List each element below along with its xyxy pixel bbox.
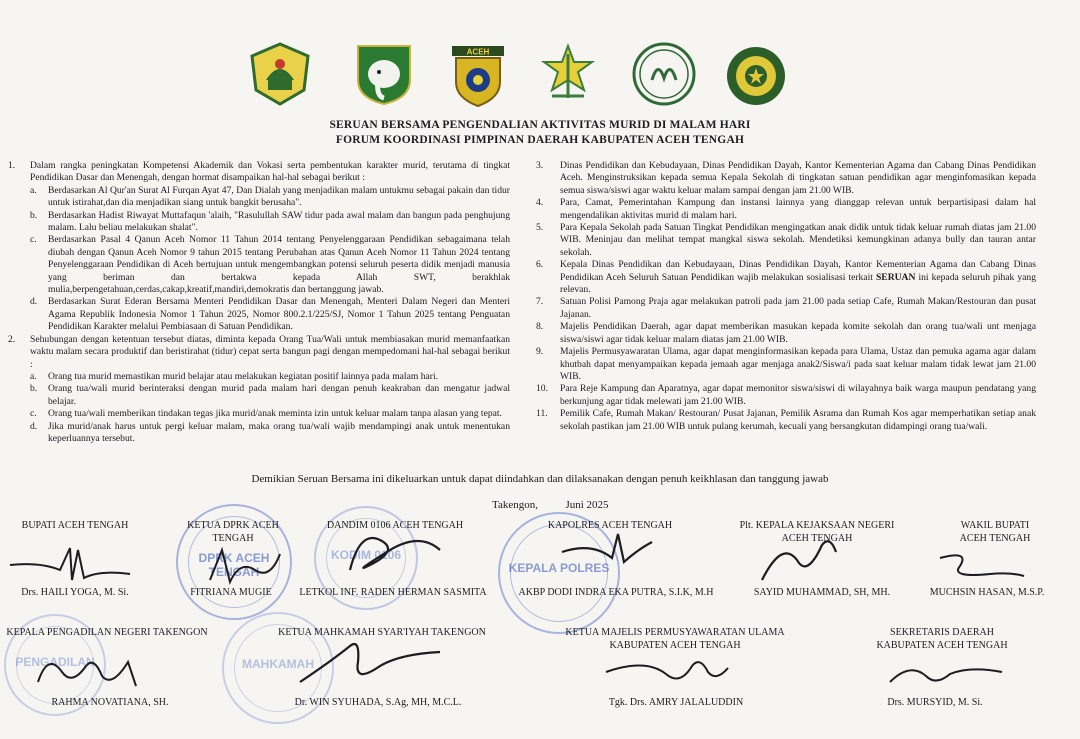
signature-sekda: [880, 652, 1010, 698]
signature-dprk: [200, 540, 290, 590]
list-item-text: Satuan Polisi Pamong Praja agar melakukan patroli pada jam 21.00 pada setiap Cafe, Rumah Makan/Restouran dan pusat Jajanan.: [560, 296, 1036, 320]
sub-letter: c.: [30, 408, 37, 420]
sub-item: [30, 185, 510, 210]
list-number: 9.: [536, 346, 544, 358]
date: Juni 2025: [565, 499, 609, 511]
list-item: [536, 197, 1036, 222]
signatory-role: DANDIM 0106 ACEH TENGAH: [326, 520, 464, 531]
list-number: 11.: [536, 408, 548, 420]
sub-letter: a.: [30, 184, 37, 196]
list-item: [8, 160, 510, 334]
signature-wakil-bupati: [920, 538, 1030, 588]
sub-item-text: Jika murid/anak harus untuk pergi keluar malam, maka orang tua/wali wajib mendampingi anak untuk menentukan keperluannya tersebut.: [48, 420, 510, 444]
signatory-role-line2: KABUPATEN ACEH TENGAH: [876, 640, 1008, 651]
list-number: 3.: [536, 160, 544, 171]
ulama-council-emblem-icon: [630, 40, 698, 108]
list-item-text: ini kepada seluruh pihak yang relevan.: [560, 271, 1036, 296]
sub-item-text: Berdasarkan Al Qur'an Surat Al Furqan Ayat 47, Dan Dialah yang menjadikan malam untukmu sebagai pakain dan tidur untuk istirahat,dan dia menjadikan siang untuk bangkit berusaha".: [48, 184, 510, 209]
signatory-role: KETUA MAJELIS PERMUSYAWARATAN ULAMA: [565, 627, 785, 638]
sub-item-text: Orang tua murid memastikan murid belajar atau melakukan kegiatan positif lainnya pada malam hari.: [48, 370, 439, 382]
signatory-dprk: [168, 519, 298, 545]
signatory-name: RAHMA NOVATIANA, SH.: [51, 697, 169, 708]
seruan-emphasis: SERUAN: [875, 271, 916, 283]
list-item-text: Para Reje Kampung dan Aparatnya, agar dapat memonitor siswa/siswi di wilayahnya baik warga maupun pendatang yang berkunjung agar tidak melewati jam 21.00 WIB.: [560, 383, 1036, 407]
list-item: [536, 259, 1036, 296]
left-column: [8, 160, 510, 445]
stamp-text: KEPALA POLRES: [508, 561, 610, 576]
aceh-police-badge-icon: [444, 42, 512, 110]
list-item: [536, 346, 1036, 383]
list-item-text: Sehubungan dengan ketentuan tersebut diatas, diminta kepada Orang Tua/Wali untuk membiasakan murid memanfaatkan waktu malam secara produktif dan beristirahat (tidur) cepat serta bangun pagi dengan mempedomani hal-hal sebagai berikut :: [30, 333, 510, 370]
list-item-text: Dalam rangka peningkatan Kompetensi Akademik dan Vokasi serta pembentukan karakter murid, terutama di tingkat Pendidikan Dasar dan Menengah, dengan hormat disampaikan hal-hal sebagai berikut :: [30, 160, 510, 184]
signatory-name: SAYID MUHAMMAD, SH, MH.: [753, 587, 891, 598]
sub-item: [30, 421, 510, 446]
signatory-name: Dr. WIN SYUHADA, S.Ag, MH, M.C.L.: [294, 697, 462, 708]
list-number: 1.: [8, 160, 16, 171]
place-date: [492, 499, 609, 511]
sub-letter: d.: [30, 420, 38, 432]
list-item-text: Pemilik Cafe, Rumah Makan/ Restouran/ Pusat Jajanan, Pemilik Asrama dan Rumah Kos agar memperhatikan setiap anak sekolah pastikan jam 21.00 WIB untuk pulang kerumah, kecuali yang bersangkutan didampingi orang tua/wali.: [560, 408, 1036, 432]
place: Takengon,: [492, 499, 538, 511]
list-item-text: Majelis Permusyawaratan Ulama, agar dapat menginformasikan kepada para Ulama, Ustaz dan pemuka agama agar dalam khutbah dapat menyampaikan kepada jemaah agar menjaga anak2/Siswa/i pada saat keluar malam tidak lewat jam 21.00 WIB.: [560, 346, 1036, 382]
signatory-role-line2: ACEH TENGAH: [959, 533, 1031, 544]
sub-item-text: Berdasarkan Pasal 4 Qanun Aceh Nomor 11 Tahun 2014 tentang Penyelenggaraan Pendidikan sebagaimana telah diubah dengan Qanun Aceh Nomor 9 tahun 2015 tentang Perubahan atas Qanun Aceh Nomor 11 Tahun 2024 tentang Penyelenggaraan Pendidikan di Aceh bertujuan untuk mengembangkan potensi seluruh peserta didik menjadi manusia yang beriman dan bertakwa kepada Allah SWT, berakhlak mulia,berpengetahuan,cerdas,cakap,kreatif,mandiri,demokratis dan bertanggung jawab.: [48, 234, 510, 296]
list-number: 4.: [536, 197, 544, 209]
list-item-text: Kepala Dinas Pendidikan dan Kebudayaan, Dinas Pendidikan Dayah, Kantor Kementerian Agama dan Cabang Dinas Pendidikan Aceh Seluruh Satuan Pendidikan wajib melakukan sosialisasi terkait: [560, 259, 1036, 283]
sub-item-text: Berdasarkan Hadist Riwayat Muttafaqun 'alaih, "Rasulullah SAW tidur pada awal malam dan bangun pada penghujung malam. Lalu beliau melakukan shalat".: [48, 209, 510, 234]
list-number: 8.: [536, 321, 544, 333]
signatory-dandim: [320, 519, 470, 532]
list-number: 10.: [536, 383, 548, 395]
sub-item-text: Orang tua/wali murid berinteraksi dengan murid pada malam hari dengan penuh keakraban dan mengatur jadwal belajar.: [48, 383, 510, 407]
signatory-mahkamah: [272, 626, 492, 639]
sub-item-text: Orang tua/wali memberikan tindakan tegas jika murid/anak meminta izin untuk keluar malam tanpa alasan yang tepat.: [48, 408, 502, 420]
sub-letter: d.: [30, 296, 38, 308]
document-title: SERUAN BERSAMA PENGENDALIAN AKTIVITAS MURID DI MALAM HARI: [329, 119, 751, 131]
list-item: [536, 160, 1036, 197]
signatory-sekda: [852, 626, 1032, 652]
signatory-kapolres: [540, 519, 680, 532]
signatory-role: KETUA DPRK ACEH TENGAH: [187, 520, 279, 544]
list-item-text: Majelis Pendidikan Daerah, agar dapat memberikan masukan kepada komite sekolah dan orang tua/wali unt menjaga siswa/siswi agar tidak keluar malam diatas jam 21.00 WIB.: [560, 321, 1036, 345]
document-subtitle: FORUM KOORDINASI PIMPINAN DAERAH KABUPATEN ACEH TENGAH: [335, 134, 745, 146]
sub-item: [30, 383, 510, 408]
stamp-text: KODIM 0106: [330, 548, 402, 562]
aceh-badge-label: ACEH: [466, 47, 490, 57]
signatory-role: KAPOLRES ACEH TENGAH: [547, 520, 673, 531]
list-item: [536, 222, 1036, 259]
signatory-role: KETUA MAHKAMAH SYAR'IYAH TAKENGON: [278, 627, 486, 638]
signatory-mpu: [560, 626, 790, 652]
signatory-name: Tgk. Drs. AMRY JALALUDDIN: [608, 697, 744, 708]
list-number: 7.: [536, 296, 544, 308]
signatory-wakil-bupati: [920, 519, 1070, 545]
signatory-bupati: [10, 519, 140, 532]
list-item-text: Para, Camat, Pemerintahan Kampung dan instansi lainnya yang dianggap relevan untuk berpartisipasi dalam hal mengendalikan aktivitas murid di malam hari.: [560, 197, 1036, 221]
signatory-role-line2: KABUPATEN ACEH TENGAH: [609, 640, 741, 651]
signatory-pengadilan: [4, 626, 210, 639]
sub-letter: a.: [30, 370, 37, 382]
signatory-role-line2: ACEH TENGAH: [781, 533, 853, 544]
list-number: 2.: [8, 333, 16, 345]
signatory-role: KEPALA PENGADILAN NEGERI TAKENGON: [6, 627, 208, 638]
signatory-name: FITRIANA MUGIE: [190, 587, 272, 598]
signatory-name: LETKOL INF. RADEN HERMAN SASMITA: [299, 587, 487, 598]
sub-letter: c.: [30, 234, 37, 246]
signatory-name: MUCHSIN HASAN, M.S.P.: [929, 587, 1045, 598]
list-number: 6.: [536, 259, 544, 271]
signature-mahkamah: [290, 632, 450, 692]
signature-pengadilan: [28, 642, 148, 698]
list-item: [8, 334, 510, 446]
signatory-kejari: [732, 519, 902, 545]
signatory-role: WAKIL BUPATI: [960, 520, 1030, 531]
signatory-name: Drs. HAILI YOGA, M. Si.: [21, 587, 129, 598]
list-number: 5.: [536, 222, 544, 234]
list-item: [536, 296, 1036, 321]
sub-item: [30, 408, 510, 420]
list-item: [536, 321, 1036, 346]
stamp-text: DPRK ACEH TENGAH: [198, 550, 270, 579]
sub-item: [30, 296, 510, 333]
signatory-name: Drs. MURSYID, M. Si.: [887, 697, 983, 708]
right-column: [536, 160, 1036, 433]
sub-item: [30, 234, 510, 296]
closing-statement: Demikian Seruan Bersama ini dikeluarkan untuk dapat diindahkan dan dilaksanakan dengan penuh keikhlasan dan tanggung jawab: [251, 473, 829, 485]
list-item: [536, 383, 1036, 408]
signatory-role: Plt. KEPALA KEJAKSAAN NEGERI: [739, 520, 895, 531]
dprk-elephant-emblem-icon: [350, 40, 418, 108]
court-emblem-icon: [722, 42, 790, 110]
aceh-tengah-regency-emblem-icon: [246, 40, 314, 108]
list-item-text: Para Kepala Sekolah pada Satuan Tingkat Pendidikan mengingatkan anak didik untuk tidak keluar rumah diatas jam 21.00 WIB. Meninjau dan melihat tempat mangkal siswa sekolah. Mendetiksi kemungkinan adanya bully dan tauran antar sekolah.: [560, 222, 1036, 258]
signatory-role: SEKRETARIS DAERAH: [890, 627, 994, 638]
logo-row: [0, 36, 1080, 116]
sub-letter: b.: [30, 383, 38, 395]
list-item: [536, 408, 1036, 433]
signatory-name: AKBP DODI INDRA EKA PUTRA, S.I.K, M.H: [518, 587, 714, 598]
stamp-text: MAHKAMAH: [242, 657, 314, 672]
sub-item-text: Berdasarkan Surat Ederan Bersama Menteri Pendidikan Dasar dan Menengah, Menteri Dalam Negeri dan Menteri Agama Republik Indonesia Nomor 1 Tahun 2025, Nomor 800.2.1/225/SJ, Nomor 1 Tahun 2025 tentang Penguatan Pendidikan Karakter melalui Pembiasaan di Satuan Pendidikan.: [48, 296, 510, 333]
signature-bupati: [0, 540, 140, 590]
stamp-text: PENGADILAN: [15, 655, 95, 670]
signatory-role: BUPATI ACEH TENGAH: [21, 520, 129, 531]
prosecutor-office-emblem-icon: [534, 40, 602, 108]
list-item-text: Dinas Pendidikan dan Kebudayaan, Dinas Pendidikan Dayah, Kantor Kementerian Agama dan Cabang Dinas Pendidikan Aceh. Menginstruksikan kepada semua Kepala Sekolah di tingkatan satuan pendidikan agar menginfomasikan kepada semua siswa/siswi agar waktu keluar malam sampai dengan jam 21.00 WIB.: [560, 160, 1036, 196]
sub-item: [30, 210, 510, 235]
sub-letter: b.: [30, 209, 38, 221]
sub-item: [30, 371, 510, 383]
